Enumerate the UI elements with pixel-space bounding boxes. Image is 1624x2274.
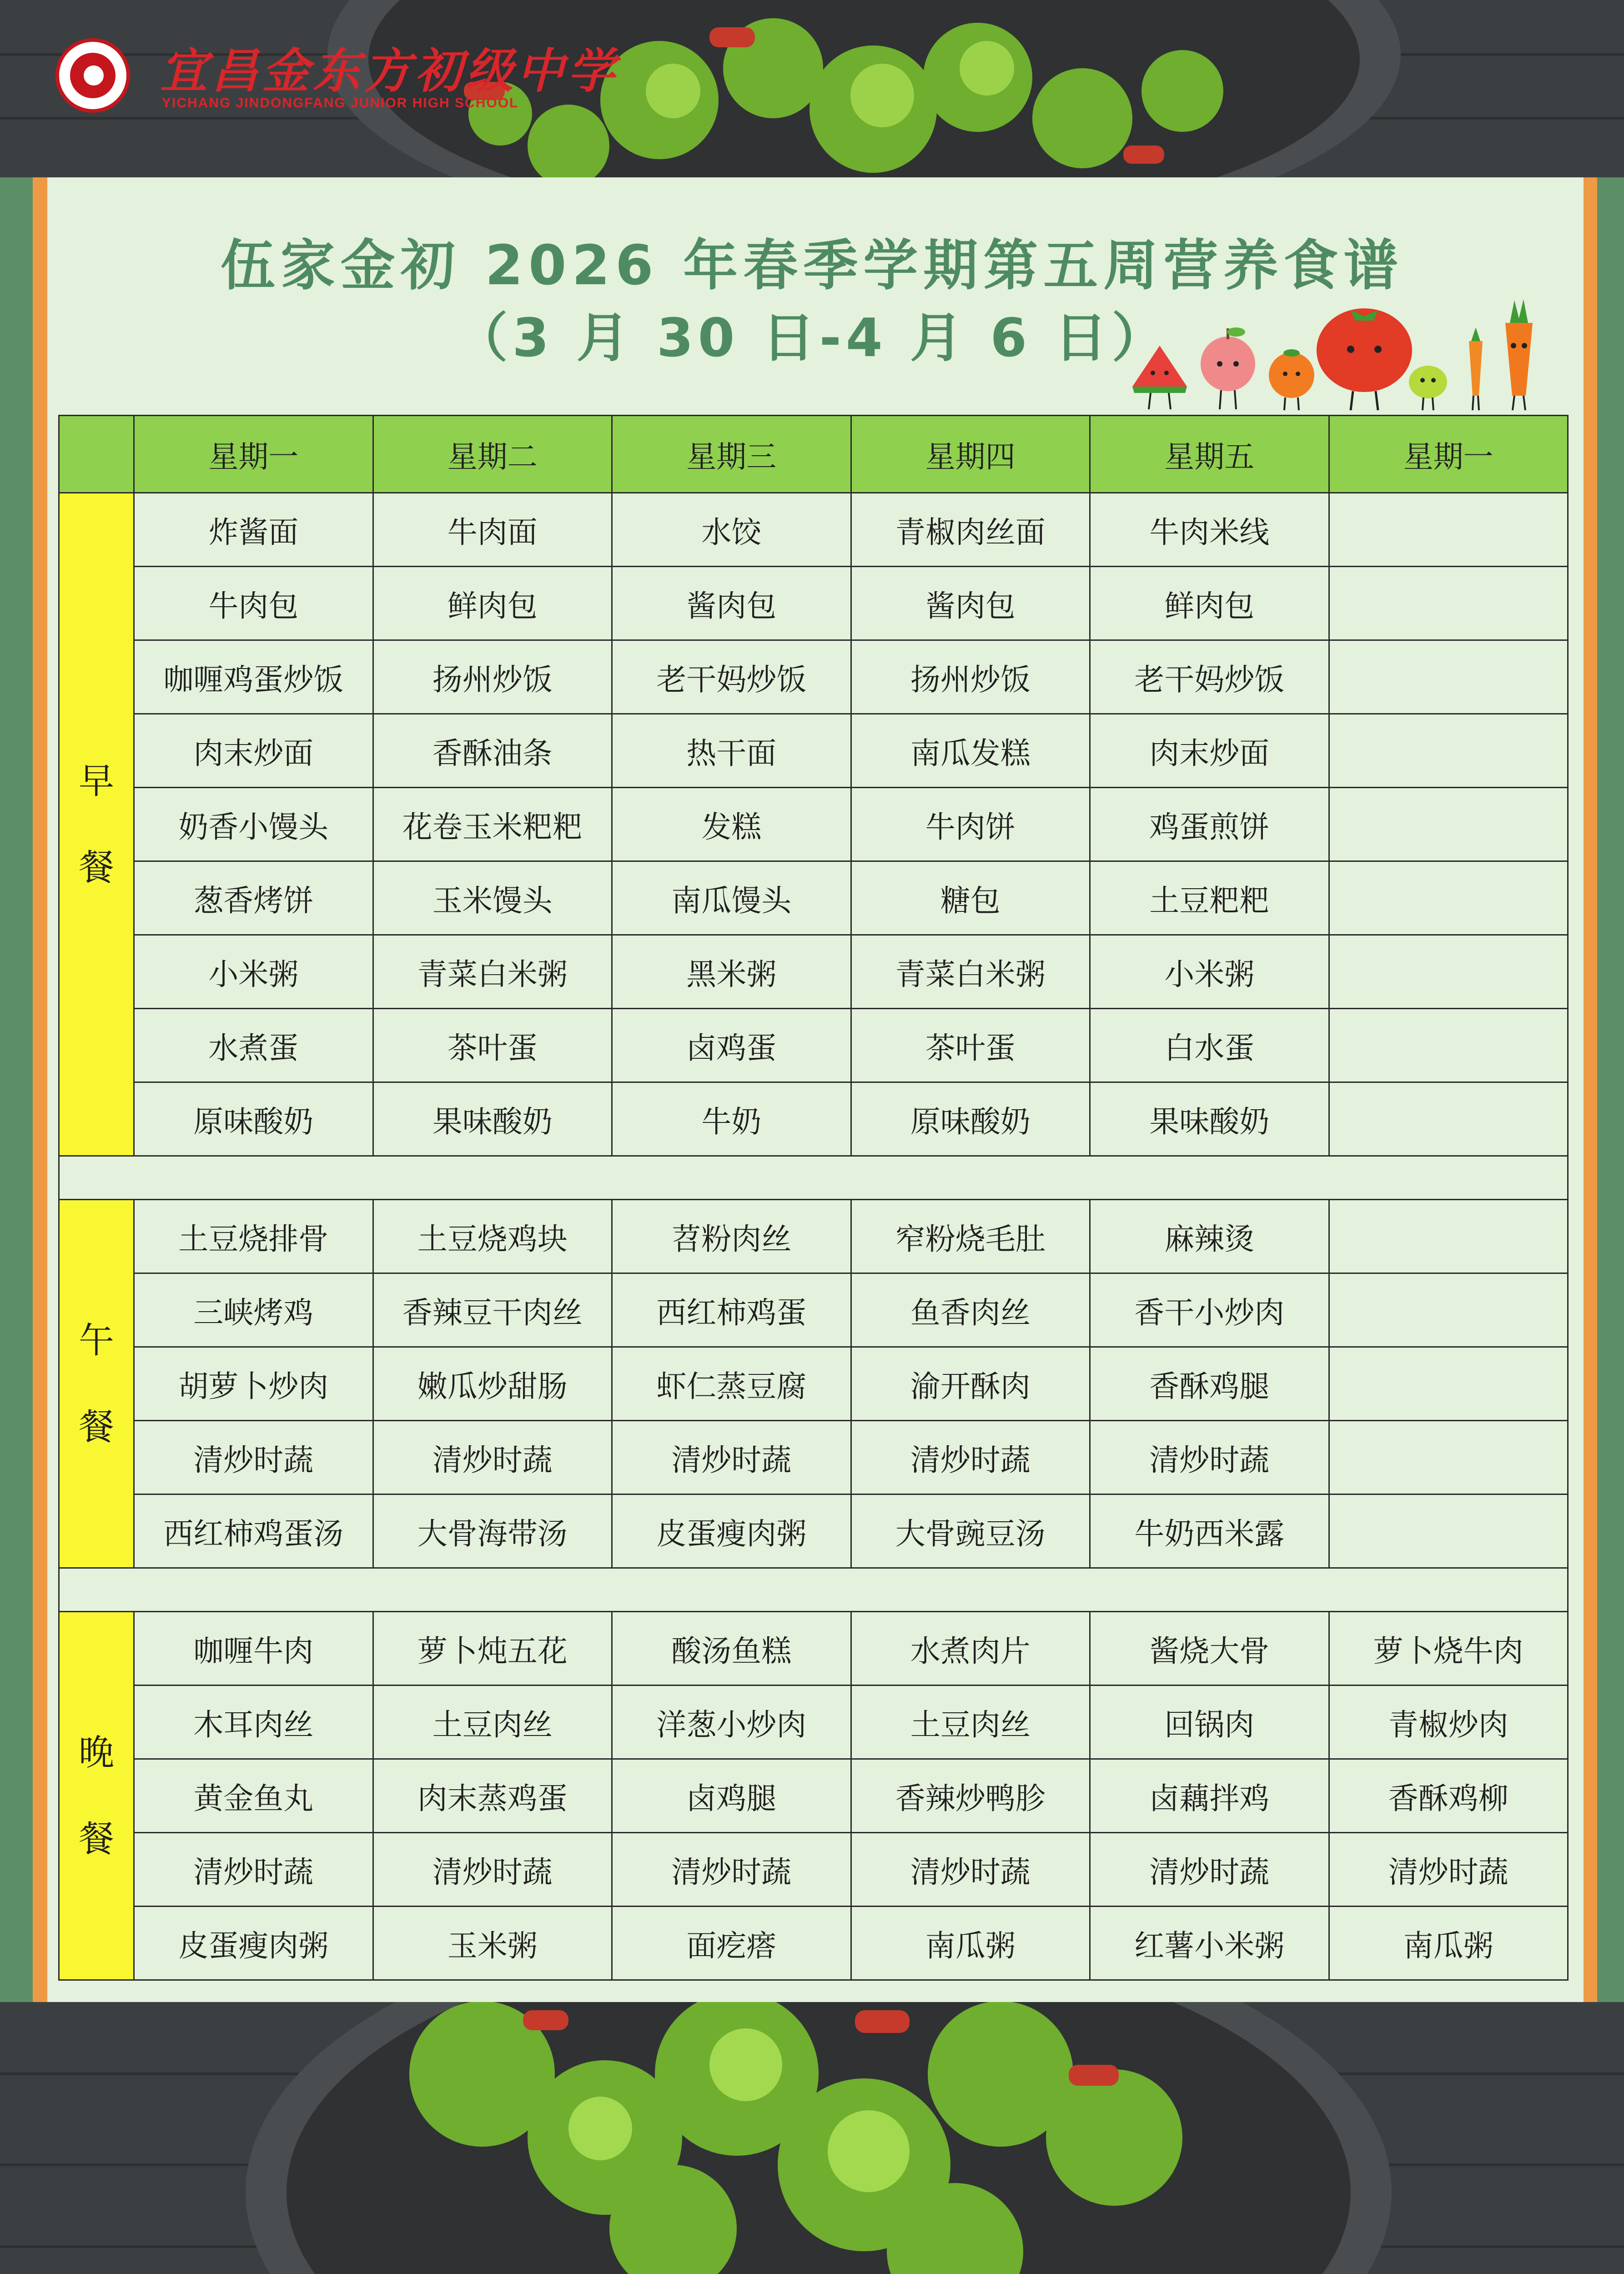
menu-item: 肉末炒面 [1090, 714, 1329, 788]
menu-item: 土豆肉丝 [373, 1685, 612, 1759]
menu-item: 清炒时蔬 [612, 1421, 851, 1494]
section-gap-row [59, 1568, 1568, 1612]
dinner-label-char: 晚 [78, 1732, 114, 1773]
menu-item: 小米粥 [134, 935, 373, 1009]
school-logo [55, 38, 130, 113]
dinner-row [59, 1833, 1568, 1907]
menu-item: 鱼香肉丝 [851, 1273, 1090, 1347]
menu-item: 清炒时蔬 [1329, 1833, 1568, 1907]
menu-item: 老干妈炒饭 [612, 640, 851, 714]
menu-item: 玉米粥 [373, 1907, 612, 1980]
menu-item: 牛奶西米露 [1090, 1494, 1329, 1568]
menu-item: 皮蛋瘦肉粥 [134, 1907, 373, 1980]
menu-item: 南瓜粥 [1329, 1907, 1568, 1980]
tomato-icon [1317, 308, 1412, 410]
menu-item: 果味酸奶 [1090, 1082, 1329, 1156]
school-name-english: YICHANG JINDONGFANG JUNIOR HIGH SCHOOL [162, 96, 519, 111]
menu-item: 糖包 [851, 861, 1090, 935]
menu-item: 鸡蛋煎饼 [1090, 788, 1329, 861]
menu-item: 卤藕拌鸡 [1090, 1759, 1329, 1833]
page-title: 伍家金初 2026 年春季学期第五周营养食谱 [220, 234, 1404, 297]
menu-item: 窄粉烧毛肚 [851, 1200, 1090, 1273]
menu-item: 渝开酥肉 [851, 1347, 1090, 1421]
menu-item: 黄金鱼丸 [134, 1759, 373, 1833]
breakfast-label-char: 早 [78, 760, 114, 802]
breakfast-row [59, 640, 1568, 714]
dinner-row [59, 1907, 1568, 1980]
day-header: 星期四 [851, 416, 1090, 493]
menu-item: 木耳肉丝 [134, 1685, 373, 1759]
menu-item: 清炒时蔬 [373, 1421, 612, 1494]
menu-item: 青椒炒肉 [1329, 1685, 1568, 1759]
menu-item: 牛肉饼 [851, 788, 1090, 861]
watermelon-icon [1132, 346, 1187, 409]
menu-item: 青菜白米粥 [851, 935, 1090, 1009]
menu-item: 花卷玉米粑粑 [373, 788, 612, 861]
day-header: 星期一 [1329, 416, 1568, 493]
menu-item [1329, 788, 1568, 861]
menu-item: 牛肉米线 [1090, 493, 1329, 567]
menu-item: 黑米粥 [612, 935, 851, 1009]
menu-item: 红薯小米粥 [1090, 1907, 1329, 1980]
menu-item: 土豆粑粑 [1090, 861, 1329, 935]
frame-left-orange [33, 177, 47, 2002]
menu-item: 回锅肉 [1090, 1685, 1329, 1759]
menu-item [1329, 1009, 1568, 1082]
day-header: 星期三 [612, 416, 851, 493]
menu-item: 清炒时蔬 [1090, 1421, 1329, 1494]
menu-item: 洋葱小炒肉 [612, 1685, 851, 1759]
menu-item: 清炒时蔬 [373, 1833, 612, 1907]
breakfast-row [59, 493, 1568, 567]
breakfast-label-char: 餐 [78, 847, 114, 888]
dinner-row [59, 1759, 1568, 1833]
menu-item [1329, 1200, 1568, 1273]
frame-right-orange [1584, 177, 1597, 2002]
breakfast-row [59, 935, 1568, 1009]
lunch-row [59, 1494, 1568, 1568]
menu-item: 青菜白米粥 [373, 935, 612, 1009]
dinner-label [59, 1612, 134, 1980]
menu-item: 牛肉包 [134, 567, 373, 640]
menu-item: 清炒时蔬 [134, 1421, 373, 1494]
menu-item [1329, 1082, 1568, 1156]
breakfast-row [59, 567, 1568, 640]
lime-icon [1409, 366, 1447, 410]
menu-item: 萝卜烧牛肉 [1329, 1612, 1568, 1685]
menu-item: 酱烧大骨 [1090, 1612, 1329, 1685]
menu-item: 面疙瘩 [612, 1907, 851, 1980]
menu-item: 小米粥 [1090, 935, 1329, 1009]
menu-item: 香辣炒鸭胗 [851, 1759, 1090, 1833]
menu-item: 清炒时蔬 [851, 1833, 1090, 1907]
menu-item: 南瓜粥 [851, 1907, 1090, 1980]
school-name: 宜昌金东方初级中学 [160, 43, 619, 99]
menu-item: 清炒时蔬 [612, 1833, 851, 1907]
menu-item [1329, 714, 1568, 788]
menu-item: 酱肉包 [851, 567, 1090, 640]
breakfast-row [59, 1082, 1568, 1156]
menu-item: 牛肉面 [373, 493, 612, 567]
menu-item: 清炒时蔬 [134, 1833, 373, 1907]
frame-left-green [0, 177, 33, 2002]
menu-item: 麻辣烫 [1090, 1200, 1329, 1273]
lunch-label [59, 1200, 134, 1568]
menu-item: 西红柿鸡蛋 [612, 1273, 851, 1347]
menu-item: 奶香小馒头 [134, 788, 373, 861]
menu-item: 鲜肉包 [1090, 567, 1329, 640]
menu-item: 香干小炒肉 [1090, 1273, 1329, 1347]
menu-item: 土豆肉丝 [851, 1685, 1090, 1759]
menu-item [1329, 1347, 1568, 1421]
menu-item: 牛奶 [612, 1082, 851, 1156]
menu-item [1329, 567, 1568, 640]
menu-item [1329, 935, 1568, 1009]
lunch-row [59, 1273, 1568, 1347]
menu-item [1329, 1421, 1568, 1494]
menu-item: 热干面 [612, 714, 851, 788]
dinner-row [59, 1612, 1568, 1685]
menu-item: 虾仁蒸豆腐 [612, 1347, 851, 1421]
frame-right-green [1597, 177, 1624, 2002]
menu-item: 清炒时蔬 [851, 1421, 1090, 1494]
menu-item: 肉末蒸鸡蛋 [373, 1759, 612, 1833]
menu-item: 青椒肉丝面 [851, 493, 1090, 567]
menu-item: 原味酸奶 [134, 1082, 373, 1156]
menu-item: 土豆烧排骨 [134, 1200, 373, 1273]
menu-item [1329, 493, 1568, 567]
breakfast-label [59, 493, 134, 1156]
menu-item: 香辣豆干肉丝 [373, 1273, 612, 1347]
menu-item: 清炒时蔬 [1090, 1833, 1329, 1907]
carrot-icon [1469, 327, 1483, 410]
day-header: 星期五 [1090, 416, 1329, 493]
table-header-row [59, 416, 1568, 493]
menu-item [1329, 640, 1568, 714]
menu-item: 鲜肉包 [373, 567, 612, 640]
lunch-row [59, 1421, 1568, 1494]
menu-item [1329, 861, 1568, 935]
menu-item: 水煮肉片 [851, 1612, 1090, 1685]
menu-item: 炸酱面 [134, 493, 373, 567]
menu-item: 三峡烤鸡 [134, 1273, 373, 1347]
lunch-label-char: 午 [78, 1320, 114, 1361]
menu-item: 香酥鸡腿 [1090, 1347, 1329, 1421]
page-subtitle: （3 月 30 日-4 月 6 日） [455, 307, 1169, 369]
menu-item: 水煮蛋 [134, 1009, 373, 1082]
menu-item: 苕粉肉丝 [612, 1200, 851, 1273]
menu-item: 茶叶蛋 [373, 1009, 612, 1082]
menu-item: 皮蛋瘦肉粥 [612, 1494, 851, 1568]
menu-item: 咖喱鸡蛋炒饭 [134, 640, 373, 714]
menu-item: 果味酸奶 [373, 1082, 612, 1156]
menu-item: 香酥鸡柳 [1329, 1759, 1568, 1833]
section-gap [59, 1568, 1568, 1612]
menu-item: 水饺 [612, 493, 851, 567]
menu-item: 卤鸡蛋 [612, 1009, 851, 1082]
menu-item: 酸汤鱼糕 [612, 1612, 851, 1685]
breakfast-row [59, 861, 1568, 935]
day-header: 星期二 [373, 416, 612, 493]
menu-item: 南瓜馒头 [612, 861, 851, 935]
menu-item: 白水蛋 [1090, 1009, 1329, 1082]
menu-item: 茶叶蛋 [851, 1009, 1090, 1082]
menu-item: 嫩瓜炒甜肠 [373, 1347, 612, 1421]
menu-item: 香酥油条 [373, 714, 612, 788]
menu-item: 玉米馒头 [373, 861, 612, 935]
orange-icon [1269, 349, 1314, 410]
veggie-mascots [1123, 296, 1551, 414]
section-gap [59, 1156, 1568, 1200]
section-gap-row [59, 1156, 1568, 1200]
menu-item: 大骨海带汤 [373, 1494, 612, 1568]
menu-item: 西红柿鸡蛋汤 [134, 1494, 373, 1568]
menu-item: 原味酸奶 [851, 1082, 1090, 1156]
lunch-row [59, 1347, 1568, 1421]
breakfast-row [59, 1009, 1568, 1082]
lunch-row [59, 1200, 1568, 1273]
menu-item: 胡萝卜炒肉 [134, 1347, 373, 1421]
apple-icon [1201, 327, 1255, 409]
menu-item: 土豆烧鸡块 [373, 1200, 612, 1273]
dinner-row [59, 1685, 1568, 1759]
menu-item: 扬州炒饭 [851, 640, 1090, 714]
menu-item [1329, 1494, 1568, 1568]
menu-item: 肉末炒面 [134, 714, 373, 788]
lunch-label-char: 餐 [78, 1406, 114, 1448]
dinner-label-char: 餐 [78, 1818, 114, 1860]
menu-item: 扬州炒饭 [373, 640, 612, 714]
menu-table [58, 415, 1569, 1981]
carrot-icon [1505, 299, 1533, 410]
day-header: 星期一 [134, 416, 373, 493]
breakfast-row [59, 788, 1568, 861]
menu-item: 咖喱牛肉 [134, 1612, 373, 1685]
menu-item: 萝卜炖五花 [373, 1612, 612, 1685]
menu-item [1329, 1273, 1568, 1347]
menu-item: 葱香烤饼 [134, 861, 373, 935]
menu-item: 发糕 [612, 788, 851, 861]
corner-cell [59, 416, 134, 493]
menu-item: 大骨豌豆汤 [851, 1494, 1090, 1568]
menu-item: 酱肉包 [612, 567, 851, 640]
menu-item: 卤鸡腿 [612, 1759, 851, 1833]
menu-item: 南瓜发糕 [851, 714, 1090, 788]
menu-item: 老干妈炒饭 [1090, 640, 1329, 714]
breakfast-row [59, 714, 1568, 788]
